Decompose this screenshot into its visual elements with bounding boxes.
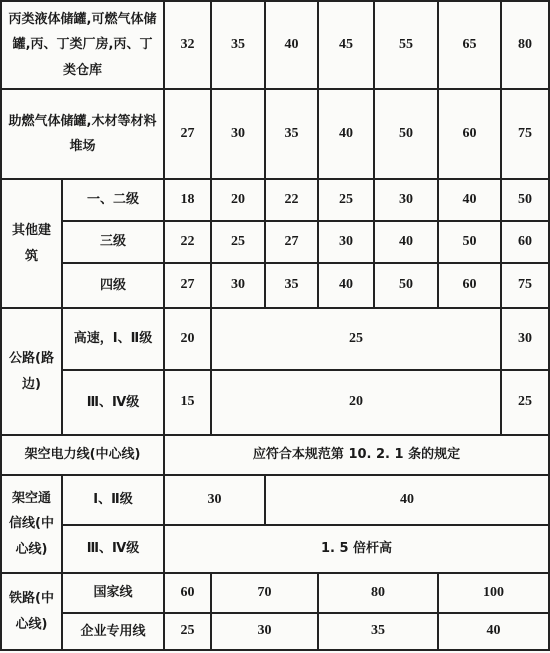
table-cell-merged: 35: [318, 613, 438, 650]
table-row: [1, 89, 549, 179]
table-cell: 55: [374, 1, 438, 89]
table-cell: 60: [438, 263, 501, 308]
table-row: [1, 263, 549, 308]
table-cell: 50: [438, 221, 501, 263]
table-cell-merged: 40: [265, 475, 549, 525]
row-label-highway: 公路(路边): [1, 308, 62, 435]
table-cell-merged: 70: [211, 573, 318, 613]
table-cell: 40: [318, 263, 374, 308]
sub-label: 高速，Ⅰ、Ⅱ级: [62, 308, 164, 370]
table-cell: 32: [164, 1, 211, 89]
row-label-class-c: 丙类液体储罐,可燃气体储罐,丙、丁类厂房,丙、丁类仓库: [1, 1, 164, 89]
table-cell: 30: [501, 308, 549, 370]
table-cell: 40: [438, 179, 501, 221]
sub-label: Ⅲ、Ⅳ级: [62, 370, 164, 435]
table-cell-merged: 应符合本规范第 10. 2. 1 条的规定: [164, 435, 549, 475]
table-cell: 27: [265, 221, 318, 263]
table-cell: 25: [318, 179, 374, 221]
table-cell: 27: [164, 89, 211, 179]
table-row: [1, 525, 549, 573]
table-cell: 40: [265, 1, 318, 89]
table-cell: 18: [164, 179, 211, 221]
table-cell: 50: [374, 263, 438, 308]
sub-label: 四级: [62, 263, 164, 308]
table-cell: 27: [164, 263, 211, 308]
table-row: [1, 370, 549, 435]
table-row: [1, 308, 549, 370]
table-cell: 22: [265, 179, 318, 221]
table-cell: 35: [211, 1, 265, 89]
table-row: [1, 179, 549, 221]
table-row: [1, 435, 549, 475]
table-row: [1, 1, 549, 89]
table-cell: 25: [501, 370, 549, 435]
table-cell: 35: [265, 89, 318, 179]
sub-label: 三级: [62, 221, 164, 263]
table-cell: 60: [438, 89, 501, 179]
table-cell: 80: [501, 1, 549, 89]
table-cell: 50: [501, 179, 549, 221]
table-cell-merged: 25: [211, 308, 501, 370]
table-cell: 30: [318, 221, 374, 263]
sub-label: Ⅲ、Ⅳ级: [62, 525, 164, 573]
table-cell: 60: [501, 221, 549, 263]
table-cell: 50: [374, 89, 438, 179]
table-row: [1, 221, 549, 263]
sub-label: Ⅰ、Ⅱ级: [62, 475, 164, 525]
table-cell: 22: [164, 221, 211, 263]
table-row: [1, 475, 549, 525]
sub-label: 企业专用线: [62, 613, 164, 650]
table-cell-merged: 40: [438, 613, 549, 650]
table-cell-merged: 100: [438, 573, 549, 613]
table-cell: 25: [164, 613, 211, 650]
table-cell: 35: [265, 263, 318, 308]
table-cell-merged: 30: [164, 475, 265, 525]
table-cell: 15: [164, 370, 211, 435]
row-label-power-line: 架空电力线(中心线): [1, 435, 164, 475]
table-cell: 20: [164, 308, 211, 370]
row-label-other-buildings: 其他建筑: [1, 179, 62, 308]
table-cell: 30: [211, 263, 265, 308]
sub-label: 一、二级: [62, 179, 164, 221]
table-cell: 20: [211, 179, 265, 221]
row-label-comm-line: 架空通信线(中心线): [1, 475, 62, 573]
table-cell-merged: 20: [211, 370, 501, 435]
table-row: [1, 613, 549, 650]
table-cell-merged: 80: [318, 573, 438, 613]
table-cell: 25: [211, 221, 265, 263]
table-cell: 60: [164, 573, 211, 613]
table-row: [1, 573, 549, 613]
table-cell-merged: 30: [211, 613, 318, 650]
table-cell: 75: [501, 89, 549, 179]
table-cell: 30: [374, 179, 438, 221]
row-label-combustion-aid: 助燃气体储罐,木材等材料堆场: [1, 89, 164, 179]
sub-label: 国家线: [62, 573, 164, 613]
table-cell: 65: [438, 1, 501, 89]
table-cell: 30: [211, 89, 265, 179]
table-cell: 40: [374, 221, 438, 263]
table-cell: 75: [501, 263, 549, 308]
table-cell-merged: 1. 5 倍杆高: [164, 525, 549, 573]
row-label-railway: 铁路(中心线): [1, 573, 62, 650]
table-cell: 40: [318, 89, 374, 179]
table-cell: 45: [318, 1, 374, 89]
